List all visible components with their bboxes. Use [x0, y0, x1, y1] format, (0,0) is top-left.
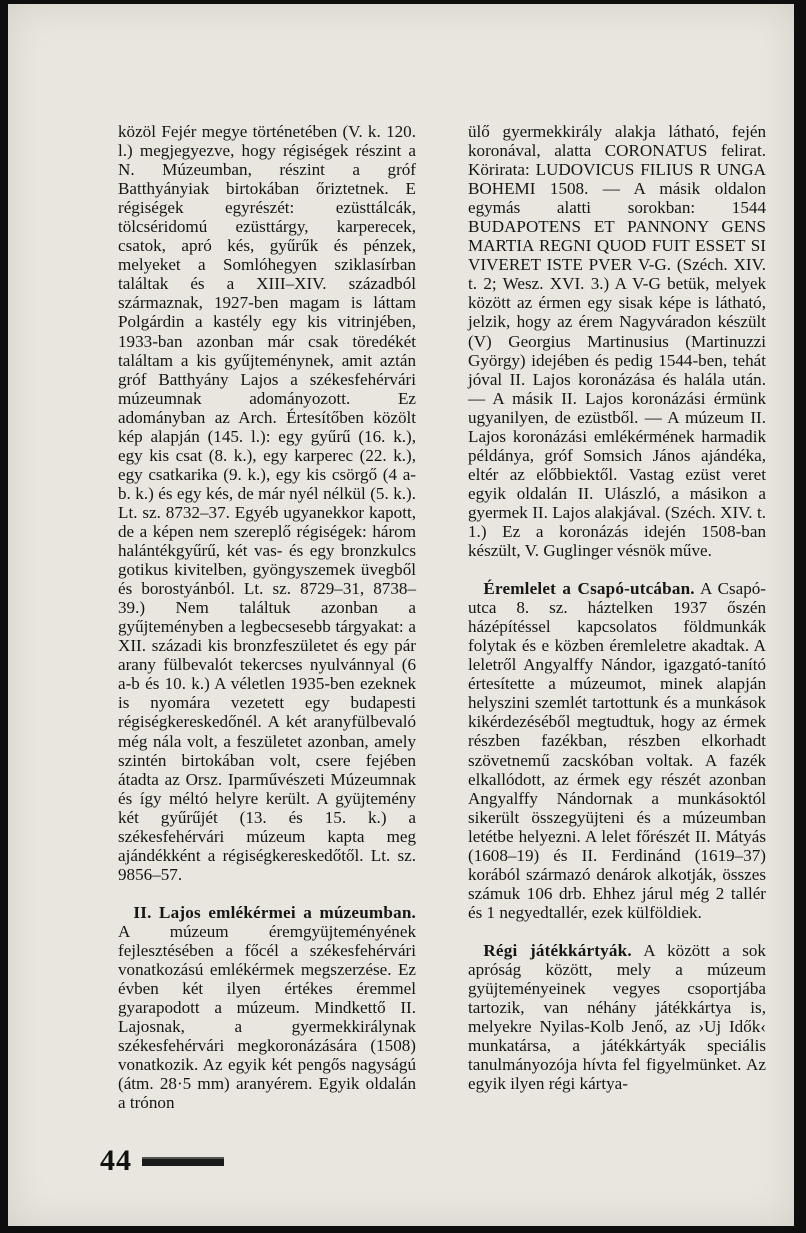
playing-cards-heading: Régi játékkártyák.: [483, 940, 632, 960]
book-page: [8, 4, 794, 1226]
left-paragraph-1: közöl Fejér megye történetében (V. k. 120. l.) megjegyezve, hogy régiségek részint a N. Múzeumban, részint a gróf Batthyányiak birtokában őriztetnek. E régiségek egyrészét: ezüsttálcák, tölcséridomú ezüsttárgy, karperecek, csatok, apró kés, gyűrűk és pénzek, melyeket a Somlóhegyen sziklasírban találtak és a XIII–XIV. századból származnak, 1927-ben magam is láttam Polgárdin a kastély egy kis vitrinjében, 1933-ban azonban már csak töredékét találtam a kis gyűjteménynek, amit aztán gróf Batthyány Lajos a székesfehérvári múzeumnak adományozott. Ez adományban az Arch. Értesítőben közölt kép alapján (145. l.): egy gyűrű (16. k.), egy kis csat (8. k.), egy karperec (22. k.), egy csatkarika (9. k.), egy kis csörgő (4 a-b. k.) és egy kés, de már nyél nélkül (5. k.). Lt. sz. 8732–37. Egyéb ugyanekkor kapott, de a képen nem szereplő régiségek: három halántékgyűrű, két vas- és egy bronzkulcs gotikus kivitelben, gyöngyszemek üvegből és borostyánból. Lt. sz. 8729–31, 8738–39.) Nem találtuk azonban a gyűjteményben a legbecsesebb tárgyakat: a XII. századi kis bronzfeszületet és egy pár arany fülbevalót tekercses nyulvánnyal (6 a-b és 10. k.) A véletlen 1935-ben ezeknek is nyomára vezetett egy budapesti régiségkereskedőnél. A két aranyfülbevaló még nála volt, a feszületet azonban, amely szintén birtokában volt, csere fejében átadta az Orsz. Iparművészeti Múzeumnak és így méltó helyre került. A gyüjtemény két gyűrűjét (13. és 15. k.) a székesfehérvári múzeum kapta meg ajándékként a régiségkereskedőtől. Lt. sz. 9856–57.: [118, 122, 416, 884]
lajos-medals-text: A múzeum éremgyüjteményének fejlesztésében a főcél a székesfehérvári vonatkozású emlékérmek megszerzése. Ez évben két ilyen értékes éremmel gyarapodott a múzeum. Mindkettő II. Lajosnak, a gyermekkirálynak székesfehérvári megkoronázására (1508) vonatkozik. Az egyik két pengős nagyságú (átm. 28·5 mm) aranyérem. Egyik oldalán a trónon: [118, 921, 416, 1113]
playing-cards-section: [468, 941, 766, 1093]
csapo-street-section: [468, 579, 766, 922]
right-paragraph-1: ülő gyermekkirály alakja látható, fején koronával, alatta CORONATUS felirat. Körirata: LUDOVICUS FILIUS R UNGA BOHEMI 1508. — A másik oldalon egymás alatti sorokban: 1544 BUDAPOTENS ET PANNONY GENS MARTIA REGNI QUOD FUIT ESSET SI VIVERET ISTE PVER V-G. (Széch. XIV. t. 2; Wesz. XVI. 3.) A V-G betük, melyek között az érmen egy sisak képe is látható, jelzik, hogy az érem Nagyváradon készült (V) Georgius Martinusius (Martinuzzi György) idejében és pedig 1544-ben, tehát jóval II. Lajos koronázása és halála után. — A másik II. Lajos koronázási érmünk ugyanilyen, de ezüstből. — A múzeum II. Lajos koronázási emlékérmének harmadik példánya, gróf Somsich János ajándéka, eltér az előbbiektől. Vastag ezüst veret egyik oldalán II. Ulászló, a másikon a gyermek II. Lajos alakjával. (Széch. XIV. t. 1.) Ez a koronázás idején 1508-ban készült, V. Guglinger vésnök műve.: [468, 122, 766, 561]
csapo-street-text: A Csapó-utca 8. sz. háztelken 1937 őszén házépítéssel kapcsolatos földmunkák folytak és e közben éremleletre akadtak. A leletről Angyalffy Nándor, igazgató-tanító értesítette a múzeumot, minek alapján helyszini szemlét tartottunk és a munkások kikérdezéséből megtudtuk, hogy az érmek részben fazékban, részben elkorhadt szövetnemű zacskóban voltak. A fazék elkallódott, az érmek egy részét azonban Angyalffy Nándornak a munkásoktól sikerült összegyüjteni és a múzeumban letétbe helyezni. A lelet főrészét II. Mátyás (1608–19) és II. Ferdinánd (1619–37) korából származó denárok alkotják, összes számuk 106 drb. Ehhez járul még 2 tallér és 1 negyedtallér, ezek külföldiek.: [468, 579, 766, 922]
csapo-street-heading: Éremlelet a Csapó-utcában.: [483, 579, 695, 599]
page-number: 44: [100, 1144, 132, 1177]
left-column: [118, 122, 416, 1112]
lajos-medals-section: [118, 903, 416, 1113]
playing-cards-text: A között a sok apróság között, mely a múzeum gyüjteményeinek vegyes csoportjába tartozik, van néhány játékkártya is, melyekre Nyilas-Kolb Jenő, az ›Uj Idők‹ munkatársa, a játékkártyák speciális tanulmányozója hívta fel figyelmünket. Az egyik ilyen régi kártya-: [468, 940, 766, 1094]
lajos-medals-heading: II. Lajos emlékérmei a múzeumban.: [133, 902, 416, 922]
page-footer: [100, 1144, 224, 1178]
right-column: [468, 122, 766, 1093]
footer-ornament-bar: [142, 1157, 224, 1166]
